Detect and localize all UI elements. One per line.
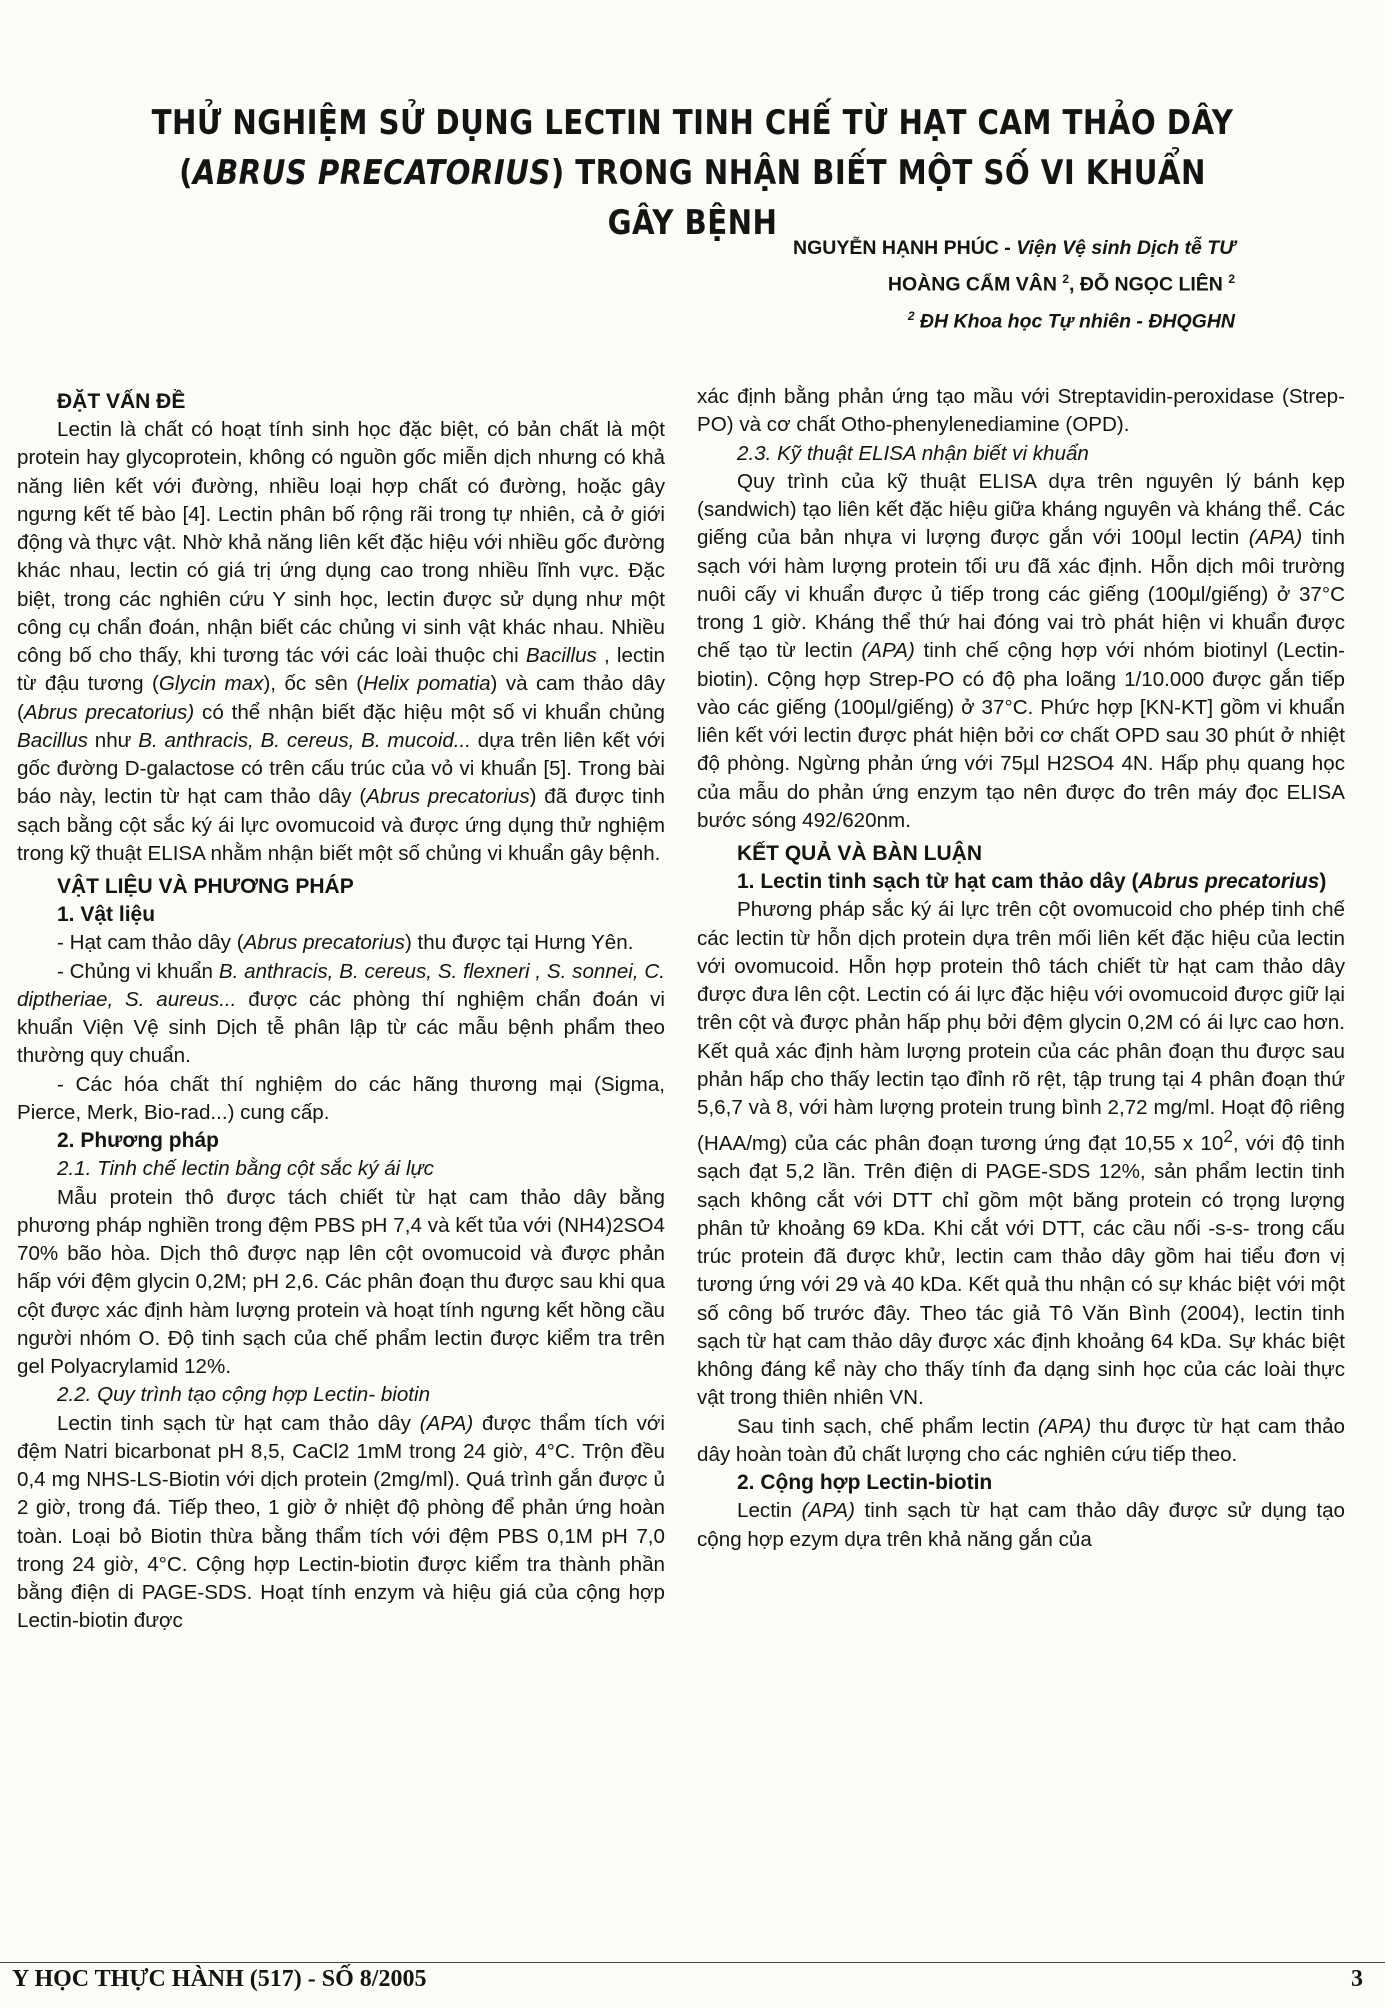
journal-footer: Y HỌC THỰC HÀNH (517) - SỐ 8/2005	[12, 1966, 427, 1992]
intro-italic-species: B. anthracis, B. cereus, B. mucoid...	[138, 728, 471, 752]
r1b-text-b: thu được từ hạt cam thảo dây hoàn toàn đủ chất lượng cho các nghiên cứu tiếp theo.	[697, 1414, 1345, 1466]
intro-italic-abrus-2: Abrus precatorius	[366, 785, 530, 809]
author-1-affiliation: Viện Vệ sinh Dịch tễ TƯ	[1016, 237, 1235, 259]
heading-results: KẾT QUẢ VÀ BÀN LUẬN	[737, 842, 982, 865]
subheading-2-2: 2.2. Quy trình tạo cộng hợp Lectin- biotin	[57, 1383, 431, 1407]
page-number: 3	[1351, 1966, 1363, 1992]
result-1-text-b: )	[1319, 870, 1327, 893]
author-block	[793, 233, 1235, 337]
title-species: ABRUS PRECATORIUS	[192, 153, 551, 193]
material-2-text-b: được các phòng thí nghiệm chẩn đoán vi khuẩn Viện Vệ sinh Dịch tễ phân lập từ các mẫu bệnh phẩm theo thường quy chuẩn.	[17, 987, 665, 1068]
title-paren-close: )	[550, 153, 565, 193]
subheading-2-3: 2.3. Kỹ thuật ELISA nhận biết vi khuẩn	[737, 441, 1089, 465]
intro-text-2: , lectin từ đậu tương (	[17, 644, 665, 696]
r1-superscript: 2	[1223, 1126, 1233, 1147]
r1-text-2: , với độ tinh sạch đạt 5,2 lần. Trên điện di PAGE-SDS 12%, sản phẩm lectin tinh sạch không cắt với DTT chỉ gồm một băng protein có trọng lượng phân tử khoảng 69 kDa. Khi cắt với DTT, các cầu nối -s-s- trong cấu trúc protein đã được khử, lectin cam thảo dây gồm hai tiểu đơn vị tương ứng với 29 và 40 kDa. Kết quả thu nhận có sự khác biệt với một số công bố trước đây. Theo tác giả Tô Văn Bình (2004), lectin tinh sạch từ hạt cam thảo dây được xác định khoảng 64 kDa. Sự khác biệt không đáng kể này cho thấy tính đa dạng sinh học của các loài thực vật trong thiên nhiên VN.	[697, 1132, 1346, 1410]
paragraph-material-2	[17, 958, 665, 1071]
p23-italic-apa-2: (APA)	[861, 639, 915, 663]
author-2-sup: 2	[1062, 272, 1070, 286]
paragraph-2-3	[697, 468, 1345, 835]
title-line-2-rest: TRONG NHẬN BIẾT MỘT SỐ VI KHUẨN GÂY BỆNH	[564, 153, 1206, 243]
paragraph-material-3: - Các hóa chất thí nghiệm do các hãng thương mại (Sigma, Pierce, Merk, Bio-rad...) cung cấp.	[17, 1072, 665, 1124]
intro-text-1: Lectin là chất có hoạt tính sinh học đặc biệt, có bản chất là một protein hay glycoprotein, không có nguồn gốc miễn dịch nhưng có khả năng liên kết với đường, nhiều loại hợp chất có đường, hoặc gây ngưng kết tế bào [4]. Lectin phân bố rộng rãi trong tự nhiên, cả ở giới động và thực vật. Nhờ khả năng liên kết đặc hiệu với nhiều gốc đường khác nhau, lectin có giá trị ứng dụng cao trong nhiều lĩnh vực. Đặc biệt, trong các nghiên cứu Y sinh học, lectin được sử dụng như một công cụ chẩn đoán, nhận biết các chủng vi sinh vật khác nhau. Nhiều công bố cho thấy, khi tương tác với các loài thuộc chi	[17, 418, 665, 667]
r1b-text-a: Sau tinh sạch, chế phẩm lectin	[737, 1414, 1038, 1438]
material-1-italic: Abrus precatorius	[243, 931, 405, 955]
author-3-sup: 2	[1228, 272, 1235, 286]
material-1-text-a: - Hạt cam thảo dây (	[57, 931, 244, 955]
subheading-2-1: 2.1. Tinh chế lectin bằng cột sắc ký ái lực	[57, 1157, 434, 1181]
intro-italic-glycin: Glycin max	[158, 672, 264, 696]
r2-text-a: Lectin	[737, 1499, 802, 1523]
material-2-text-a: - Chủng vi khuẩn	[57, 959, 219, 983]
paragraph-2-1: Mẫu protein thô được tách chiết từ hạt cam thảo dây bằng phương pháp nghiền trong đệm PBS pH 7,4 và kết tủa với (NH4)2SO4 70% bão hòa. Dịch thô được nạp lên cột ovomucoid và được phản hấp với đệm glycin 0,2M; pH 2,6. Các phân đoạn thu được sau khi qua cột được xác định hàm lượng protein và hoạt tính ngưng kết hồng cầu người nhóm O. Độ tinh sạch của chế phẩm lectin được kiểm tra trên gel Polyacrylamid 12%.	[17, 1185, 665, 1378]
result-1-text-a: 1. Lectin tinh sạch từ hạt cam thảo dây (	[737, 870, 1139, 893]
right-column	[697, 383, 1345, 1554]
paragraph-material-1	[17, 929, 665, 957]
intro-text-7: dựa trên liên kết với gốc đường D-galactose có trên cấu trúc của vỏ vi khuẩn [5]. Trong bài báo này, lectin từ hạt cam thảo dây (	[17, 728, 665, 809]
material-1-text-b: ) thu được tại Hưng Yên.	[404, 931, 634, 955]
p23-italic-apa: (APA)	[1248, 526, 1303, 550]
heading-method: 2. Phương pháp	[57, 1129, 219, 1152]
footer-rule	[0, 1962, 1385, 1963]
heading-methods: VẬT LIỆU VÀ PHƯƠNG PHÁP	[57, 875, 354, 898]
paragraph-result-1	[697, 896, 1345, 1412]
intro-italic-bacillus: Bacillus	[525, 644, 597, 667]
intro-text-6: như	[87, 728, 139, 752]
intro-italic-abrus: Abrus precatorius)	[23, 700, 195, 724]
p22-text-b: được thẩm tích với đệm Natri bicarbonat pH 8,5, CaCl2 1mM trong 24 giờ, 4°C. Trộn đều 0,4 mg NHS-LS-Biotin với dịch protein (2mg/ml). Quá trình gắn được ủ 2 giờ, trong đá. Tiếp theo, 1 giờ ở nhiệt độ phòng để phản ứng hoàn toàn. Loại bỏ Biotin thừa bằng thẩm tích với đệm PBS 0,1M pH 7,0 trong 24 giờ, 4°C. Cộng hợp Lectin-biotin được kiểm tra thành phần bằng điện di PAGE-SDS. Hoạt tính enzym và hiệu giá của cộng hợp Lectin-biotin được	[17, 1411, 665, 1633]
title-line-1: THỬ NGHIỆM SỬ DỤNG LECTIN TINH CHẾ TỪ HẠT CAM THẢO DÂY	[151, 103, 1234, 143]
author-line-3	[793, 301, 1235, 338]
author-3-name: ĐỖ NGỌC LIÊN	[1079, 273, 1223, 296]
p23-text-b: tinh sạch với hàm lượng protein tối ưu đã xác định. Hỗn dịch môi trường nuôi cấy vi khuẩn được ủ tiếp trong các giếng (100µl/giếng) ở 37°C trong 1 giờ. Kháng thể thứ hai đóng vai trò phát hiện vi khuẩn được chế tạo từ lectin	[697, 526, 1345, 663]
heading-introduction: ĐẶT VẤN ĐỀ	[57, 390, 186, 413]
r1b-italic-apa: (APA)	[1037, 1414, 1092, 1438]
intro-italic-bacillus-2: Bacillus	[17, 728, 88, 752]
author-separator: ,	[1069, 273, 1080, 296]
heading-result-1	[697, 868, 1345, 896]
paragraph-introduction	[17, 416, 665, 868]
result-1-italic: Abrus precatorius	[1138, 870, 1320, 893]
paragraph-result-1b	[697, 1413, 1345, 1470]
author-line-1	[793, 233, 1235, 264]
paragraph-continuation: xác định bằng phản ứng tạo mầu với Streptavidin-peroxidase (Strep-PO) và cơ chất Otho-phenylenediamine (OPD).	[697, 385, 1345, 437]
p23-text-c: tinh chế cộng hợp với nhóm biotinyl (Lectin-biotin). Cộng hợp Strep-PO có độ pha loãng 1/10.000 được gắn tiếp vào các giếng (100µl/giếng) ở 37°C. Phức hợp [KN-KT] gồm vi khuẩn liên kết với lectin được phát hiện bởi cơ chất OPD sau 30 phút ở nhiệt độ phòng. Ngừng phản ứng với 75µl H2SO4 4N. Hấp phụ quang học của mẫu do phản ứng enzym tạo nên được đo trên máy đọc ELISA bước sóng 492/620nm.	[697, 639, 1345, 832]
r2-text-b: tinh sạch từ hạt cam thảo dây được sử dụng tạo cộng hợp ezym dựa trên khả năng gắn của	[697, 1499, 1345, 1551]
paragraph-result-2	[697, 1497, 1345, 1554]
author-2-name: HOÀNG CẨM VÂN	[887, 273, 1057, 296]
left-column	[17, 383, 665, 1636]
affiliation-2: ĐH Khoa học Tự nhiên - ĐHQGHN	[914, 310, 1235, 332]
intro-text-4: ) và cam thảo dây (	[17, 672, 666, 724]
title-paren-open: (	[179, 153, 193, 193]
intro-text-8: ) đã được tinh sạch bằng cột sắc ký ái lực ovomucoid và được ứng dụng thử nghiệm trong kỹ thuật ELISA nhằm nhận biết một số chủng vi khuẩn gây bệnh.	[17, 785, 665, 865]
intro-text-5: có thể nhận biết đặc hiệu một số vi khuẩn chủng	[194, 700, 665, 724]
r2-italic-apa: (APA)	[801, 1499, 855, 1523]
p22-italic-apa: (APA)	[419, 1411, 474, 1435]
p23-text-a: Quy trình của kỹ thuật ELISA dựa trên nguyên lý bánh kẹp (sandwich) tạo liên kết đặc hiệu giữa kháng nguyên và kháng thể. Các giếng của bản nhựa vi lượng được gắn với 100µl lectin	[697, 469, 1345, 550]
author-1-name: NGUYỄN HẠNH PHÚC -	[793, 237, 1017, 259]
heading-materials: 1. Vật liệu	[57, 903, 156, 926]
heading-result-2: 2. Cộng hợp Lectin-biotin	[737, 1471, 993, 1495]
p22-text-a: Lectin tinh sạch từ hạt cam thảo dây	[57, 1411, 420, 1435]
affiliation-2-sup: 2	[907, 308, 915, 323]
author-line-2	[793, 264, 1235, 301]
paragraph-2-2	[17, 1410, 665, 1636]
material-2-italic: B. anthracis, B. cereus, S. flexneri , S. sonnei, C. diptheriae, S. aureus...	[17, 959, 665, 1011]
intro-italic-helix: Helix pomatia	[363, 672, 491, 696]
intro-text-3: ), ốc sên (	[263, 672, 364, 696]
article-title	[149, 98, 1237, 248]
r1-text-1: Phương pháp sắc ký ái lực trên cột ovomucoid cho phép tinh chế các lectin từ hỗn dịch protein dựa trên mối liên kết đặc hiệu của lectin với ovomucoid. Hỗn hợp protein thô tách chiết từ hạt cam thảo dây được đưa lên cột. Lectin có ái lực đặc hiệu với ovomucoid được giữ lại trên cột và được phản hấp phụ bởi đệm glycin 0,2M có ái lực cao hơn. Kết quả xác định hàm lượng protein của các phân đoạn thu được sau phản hấp cho thấy lectin tạo đỉnh rõ rệt, tập trung tại 4 phân đoạn thứ 5,6,7 và 8, với hàm lượng protein trung bình 2,72 mg/ml. Hoạt độ riêng (HAA/mg) của các phân đoạn tương ứng đạt 10,55 x 10	[697, 898, 1345, 1156]
